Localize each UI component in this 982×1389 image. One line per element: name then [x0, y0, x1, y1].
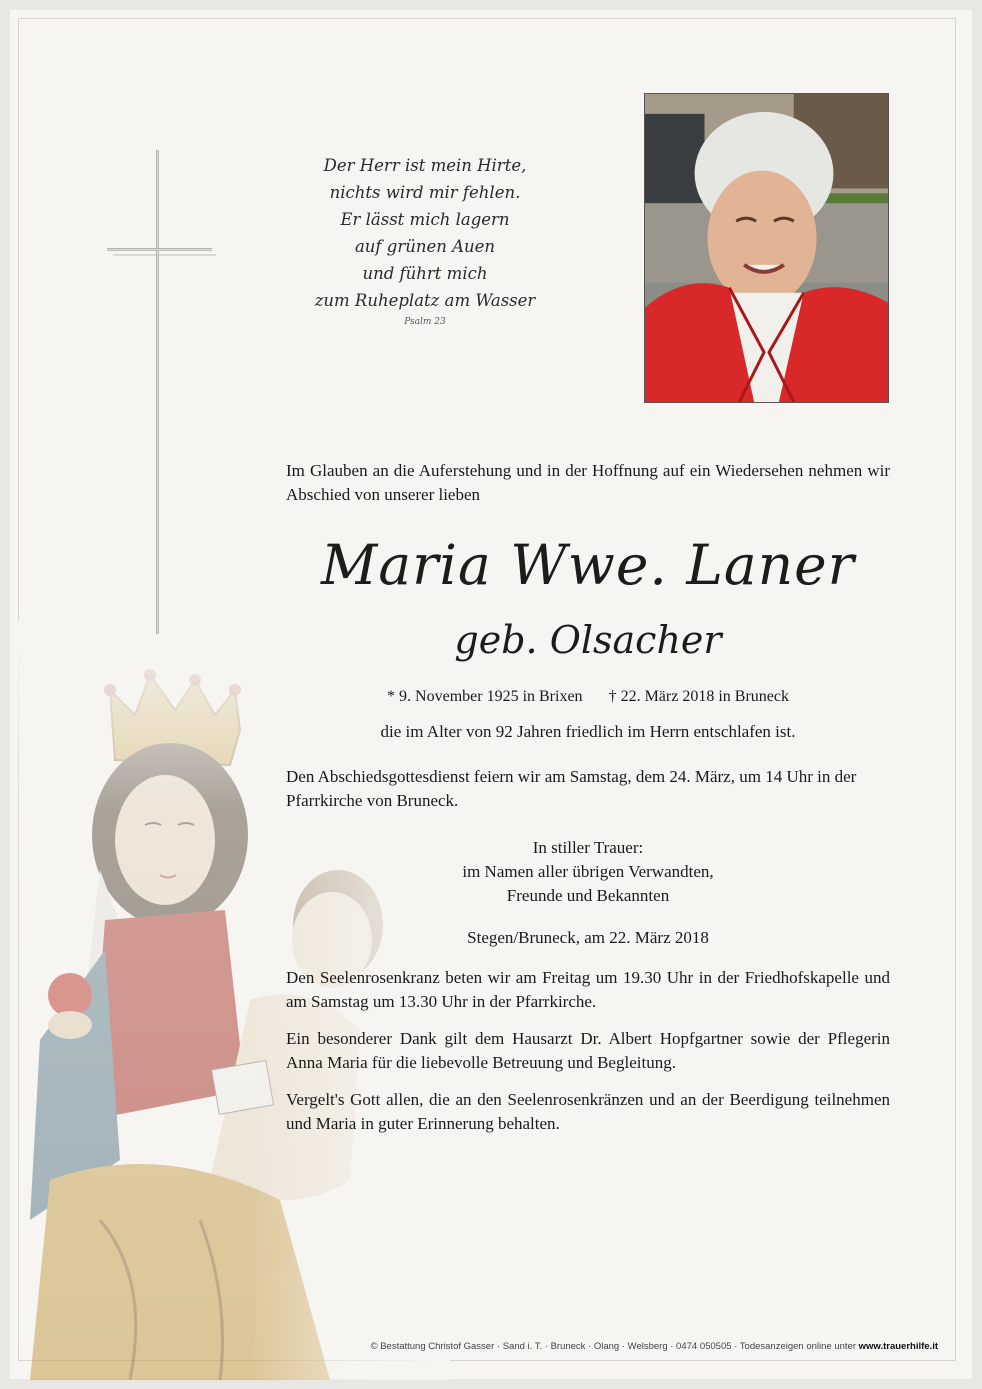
- psalm-line: und führt mich: [362, 264, 488, 283]
- cross-beam: [107, 248, 212, 251]
- footer-text: © Bestattung Christof Gasser · Sand i. T. · Bruneck · Olang · Welsberg · 0474 050505 · Todesanzeigen online unter: [370, 1341, 859, 1352]
- portrait-photo: [644, 93, 889, 403]
- death-date: † 22. März 2018 in Bruneck: [608, 688, 789, 705]
- rosary-announcement: Den Seelenrosenkranz beten wir am Freitag um 19.30 Uhr in der Friedhofskapelle und am Samstag um 13.30 Uhr in der Pfarrkirche.: [286, 968, 890, 1011]
- psalm-line: zum Ruheplatz am Wasser: [314, 291, 536, 310]
- maiden-name: geb. Olsacher: [454, 618, 722, 662]
- psalm-line: Der Herr ist mein Hirte,: [323, 156, 527, 175]
- mourning-line: In stiller Trauer:: [532, 838, 644, 857]
- footer-link[interactable]: www.trauerhilfe.it: [858, 1341, 938, 1352]
- mourning-block: [286, 836, 890, 908]
- footer: [286, 1340, 938, 1354]
- deceased-name: Maria Wwe. Laner: [321, 533, 855, 597]
- cross-shadow: [113, 254, 216, 256]
- closing-text: Vergelt's Gott allen, die an den Seelenrosenkränzen und an der Beerdigung teilnehmen und Maria in guter Erinnerung behalten.: [286, 1090, 890, 1133]
- intro-text: Im Glauben an die Auferstehung und in der Hoffnung auf ein Wiedersehen nehmen wir Abschied von unserer lieben: [286, 461, 890, 504]
- place-date: Stegen/Bruneck, am 22. März 2018: [467, 928, 709, 947]
- psalm-line: nichts wird mir fehlen.: [329, 183, 521, 202]
- age-line: die im Alter von 92 Jahren friedlich im Herrn entschlafen ist.: [380, 722, 796, 741]
- psalm-line: auf grünen Auen: [354, 237, 496, 256]
- birth-date: * 9. November 1925 in Brixen: [387, 688, 583, 705]
- psalm-line: Er lässt mich lagern: [340, 210, 510, 229]
- mourning-line: im Namen aller übrigen Verwandten,: [462, 862, 714, 881]
- life-dates: [286, 686, 890, 708]
- cross-icon: [156, 150, 159, 634]
- thanks-text: Ein besonderer Dank gilt dem Hausarzt Dr. Albert Hopfgartner sowie der Pflegerin Anna Maria für die liebevolle Betreuung und Begleitung.: [286, 1029, 890, 1072]
- mourning-line: Freunde und Bekannten: [506, 886, 670, 905]
- service-announcement: Den Abschiedsgottesdienst feiern wir am Samstag, dem 24. März, um 14 Uhr in der Pfarrkirche von Bruneck.: [286, 767, 857, 810]
- psalm-source: Psalm 23: [404, 317, 446, 327]
- psalm-quote: [300, 152, 550, 328]
